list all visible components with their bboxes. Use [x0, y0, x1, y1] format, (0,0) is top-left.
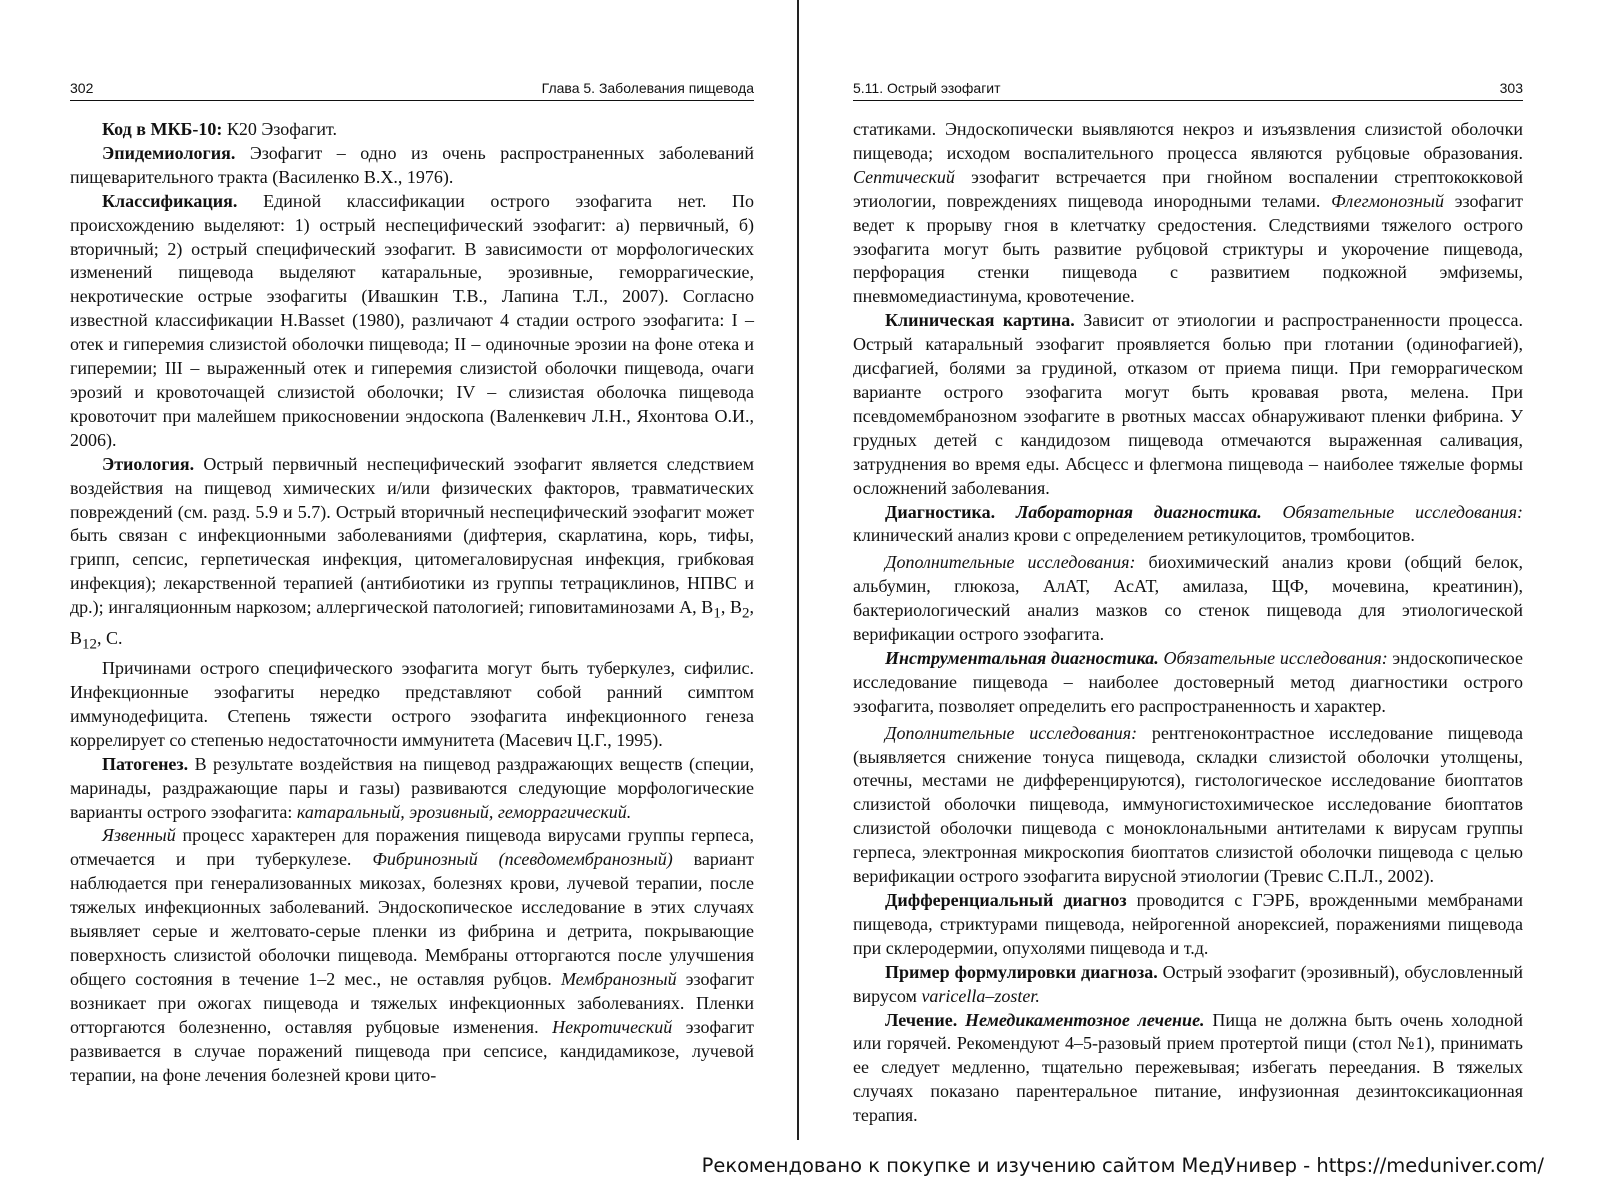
right-running-head: [853, 78, 1523, 101]
paragraph-diagnosis-example: Пример формулировки диагноза. Острый эзофагит (эрозивный), обусловленный вирусом varicella–zoster.: [853, 961, 1523, 1006]
right-page: [853, 0, 1523, 1140]
paragraph-instrumental: Инструментальная диагностика. Обязательные исследования: эндоскопическое исследование пищевода – наиболее достоверный метод диагностики острого эзофагита, позволяет определить его распространенность и характер.: [853, 647, 1523, 716]
paragraph-etiology: Этиология. Острый первичный неспецифический эзофагит является следствием воздействия на пищевод химических и/или физических факторов, травматических повреждений (см. разд. 5.9 и 5.7). Острый вторичный неспецифический эзофагит может быть связан с инфекционными заболеваниями (дифтерия, скарлатина, корь, тифы, грипп, сепсис, герпетическая инфекция, цитомегаловирусная инфекция, грибковая инфекция); лекарственной терапией (антибиотики из группы тетрациклинов, НПВС и др.); ингаляционным наркозом; аллергической патологией; гиповитаминозами A, $B_1$, $B_2$, $B_{12}$, C.: [70, 453, 754, 653]
left-running-head: [70, 78, 754, 101]
paragraph-diagnostics: Диагностика. Лабораторная диагностика. Обязательные исследования: клинический анализ крови с определением ретикулоцитов, тромбоцитов.: [853, 501, 1523, 546]
right-page-number: 303: [1499, 80, 1523, 96]
page-gutter: [797, 0, 799, 1140]
paragraph-pathogenesis: Патогенез. В результате воздействия на пищевод раздражающих веществ (специи, маринады, раздражающие пары и газы) развиваются следующие морфологические варианты острого эзофагита: катаральный, эрозивный, геморрагический.: [70, 753, 754, 822]
right-page-body: [853, 118, 1523, 1128]
paragraph-additional-lab: Дополнительные исследования: биохимический анализ крови (общий белок, альбумин, глюкоза, АлАТ, АсАТ, амилаза, ЩФ, мочевина, креатинин), бактериологический анализ мазков со стенок пищевода для этиологической верификации острого эзофагита.: [853, 552, 1524, 645]
paragraph-additional-instrumental: Дополнительные исследования: рентгеноконтрастное исследование пищевода (выявляется снижение тонуса пищевода, складки слизистой оболочки утолщены, отечны, местами не дифференцируются), гистологическое исследование биоптатов слизистой оболочки пищевода, иммуногистохимическое исследование биоптатов слизистой оболочки пищевода с моноклональными антителами к вирусам группы герпеса, электронная микроскопия биоптатов слизистой оболочки пищевода с целью верификации острого эзофагита вирусной этиологии (Тревис С.П.Л., 2002).: [853, 722, 1523, 887]
vitamin-list: A, $B_1$, $B_2$, $B_{12}$, C.: [70, 597, 754, 653]
paragraph-clinical-picture: Клиническая картина. Зависит от этиологии и распространенности процесса. Острый катаральный эзофагит проявляется болью при глотании (одинофагией), дисфагией, болями за грудиной, отказом от приема пищи. При геморрагическом варианте острого эзофагита могут быть кровавая рвота, мелена. При псевдомембранозном эзофагите в рвотных массах обнаруживают пленки фибрина. У грудных детей с кандидозом пищевода отмечаются выраженная саливация, затруднения во время еды. Абсцесс и флегмона пищевода – наиболее тяжелые формы осложнений заболевания.: [853, 310, 1523, 498]
paragraph-continuation: статиками. Эндоскопически выявляются некроз и изъязвления слизистой оболочки пищевода; исходом воспалительного процесса являются рубцовые образования. Септический эзофагит встречается при гнойном воспалении стрептококковой этиологии, повреждениях пищевода инородными телами. Флегмонозный эзофагит ведет к прорыву гноя в клетчатку средостения. Следствиями тяжелого острого эзофагита могут быть развитие рубцовой стриктуры и укорочение пищевода, перфорация стенки пищевода с развитием подкожной эмфиземы, пневмомедиастинума, кровотечение.: [853, 119, 1523, 307]
paragraph-variants: Язвенный процесс характерен для поражения пищевода вирусами группы герпеса, отмечается и при туберкулезе. Фибринозный (псевдомембранозный) вариант наблюдается при генерализованных микозах, болезнях крови, лучевой терапии, после тяжелых инфекционных заболеваний. Эндоскопическое исследование в этих случаях выявляет серые и желтовато-серые пленки из фибрина и детрита, покрывающие поверхность слизистой оболочки пищевода. Мембраны отторгаются после улучшения общего состояния в течение 1–2 мес., не оставляя рубцов. Мембранозный эзофагит возникает при ожогах пищевода и тяжелых инфекционных заболеваниях. Пленки отторгаются болезненно, оставляя рубцовые изменения. Некротический эзофагит развивается в случае поражений пищевода при сепсисе, кандидамикозе, лучевой терапии, на фоне лечения болезней крови цито-: [70, 825, 755, 1085]
left-page-number: 302: [70, 80, 94, 96]
paragraph-treatment: Лечение. Немедикаментозное лечение. Пища не должна быть очень холодной или горячей. Рекомендуют 4–5-разовый прием протертой пищи (стол №1), принимать ее следует медленно, тщательно пережевывая; избегать переедания. В тяжелых случаях показано парентеральное питание, инфузионная дезинтоксикационная терапия.: [853, 1009, 1524, 1126]
paragraph-epidemiology: Эпидемиология. Эзофагит – одно из очень распространенных заболеваний пищеварительного тракта (Василенко В.Х., 1976).: [70, 142, 754, 187]
paragraph-classification: Классификация. Единой классификации острого эзофагита нет. По происхождению выделяют: 1) острый неспецифический эзофагит: а) первичный, б) вторичный; 2) острый специфический эзофагит. В зависимости от морфологических изменений пищевода выделяют катаральные, эрозивные, геморрагические, некротические острые эзофагиты (Ивашкин Т.В., Лапина Т.Л., 2007). Согласно известной классификации H.Basset (1980), различают 4 стадии острого эзофагита: I – отек и гиперемия слизистой оболочки пищевода; II – одиночные эрозии на фоне отека и гиперемии; III – выраженный отек и гиперемия слизистой оболочки пищевода, очаги эрозий и кровоточащей слизистой оболочки; IV – слизистая оболочка пищевода кровоточит при малейшем прикосновении эндоскопа (Валенкевич Л.Н., Яхонтова О.И., 2006).: [70, 190, 754, 450]
right-section-title: 5.11. Острый эзофагит: [853, 80, 1001, 96]
paragraph-differential: Дифференциальный диагноз проводится с ГЭРБ, врожденными мембранами пищевода, стриктурами пищевода, нейрогенной анорексией, поражениями пищевода при склеродермии, опухолями пищевода и т.д.: [853, 890, 1524, 958]
left-page-body: [70, 118, 754, 1087]
left-chapter-title: Глава 5. Заболевания пищевода: [541, 80, 754, 96]
paragraph-specific-causes: Причинами острого специфического эзофагита могут быть туберкулез, сифилис. Инфекционные эзофагиты нередко представляют собой ранний симптом иммунодефицита. Степень тяжести острого эзофагита инфекционного генеза коррелирует со степенью недостаточности иммунитета (Масевич Ц.Г., 1995).: [70, 658, 754, 750]
paragraph-icd-code: Код в МКБ-10: К20 Эзофагит.: [102, 119, 337, 139]
recommendation-footer: Рекомендовано к покупке и изучению сайтом МедУнивер - https://meduniver.com/: [701, 1154, 1544, 1177]
left-page: [70, 0, 754, 1140]
